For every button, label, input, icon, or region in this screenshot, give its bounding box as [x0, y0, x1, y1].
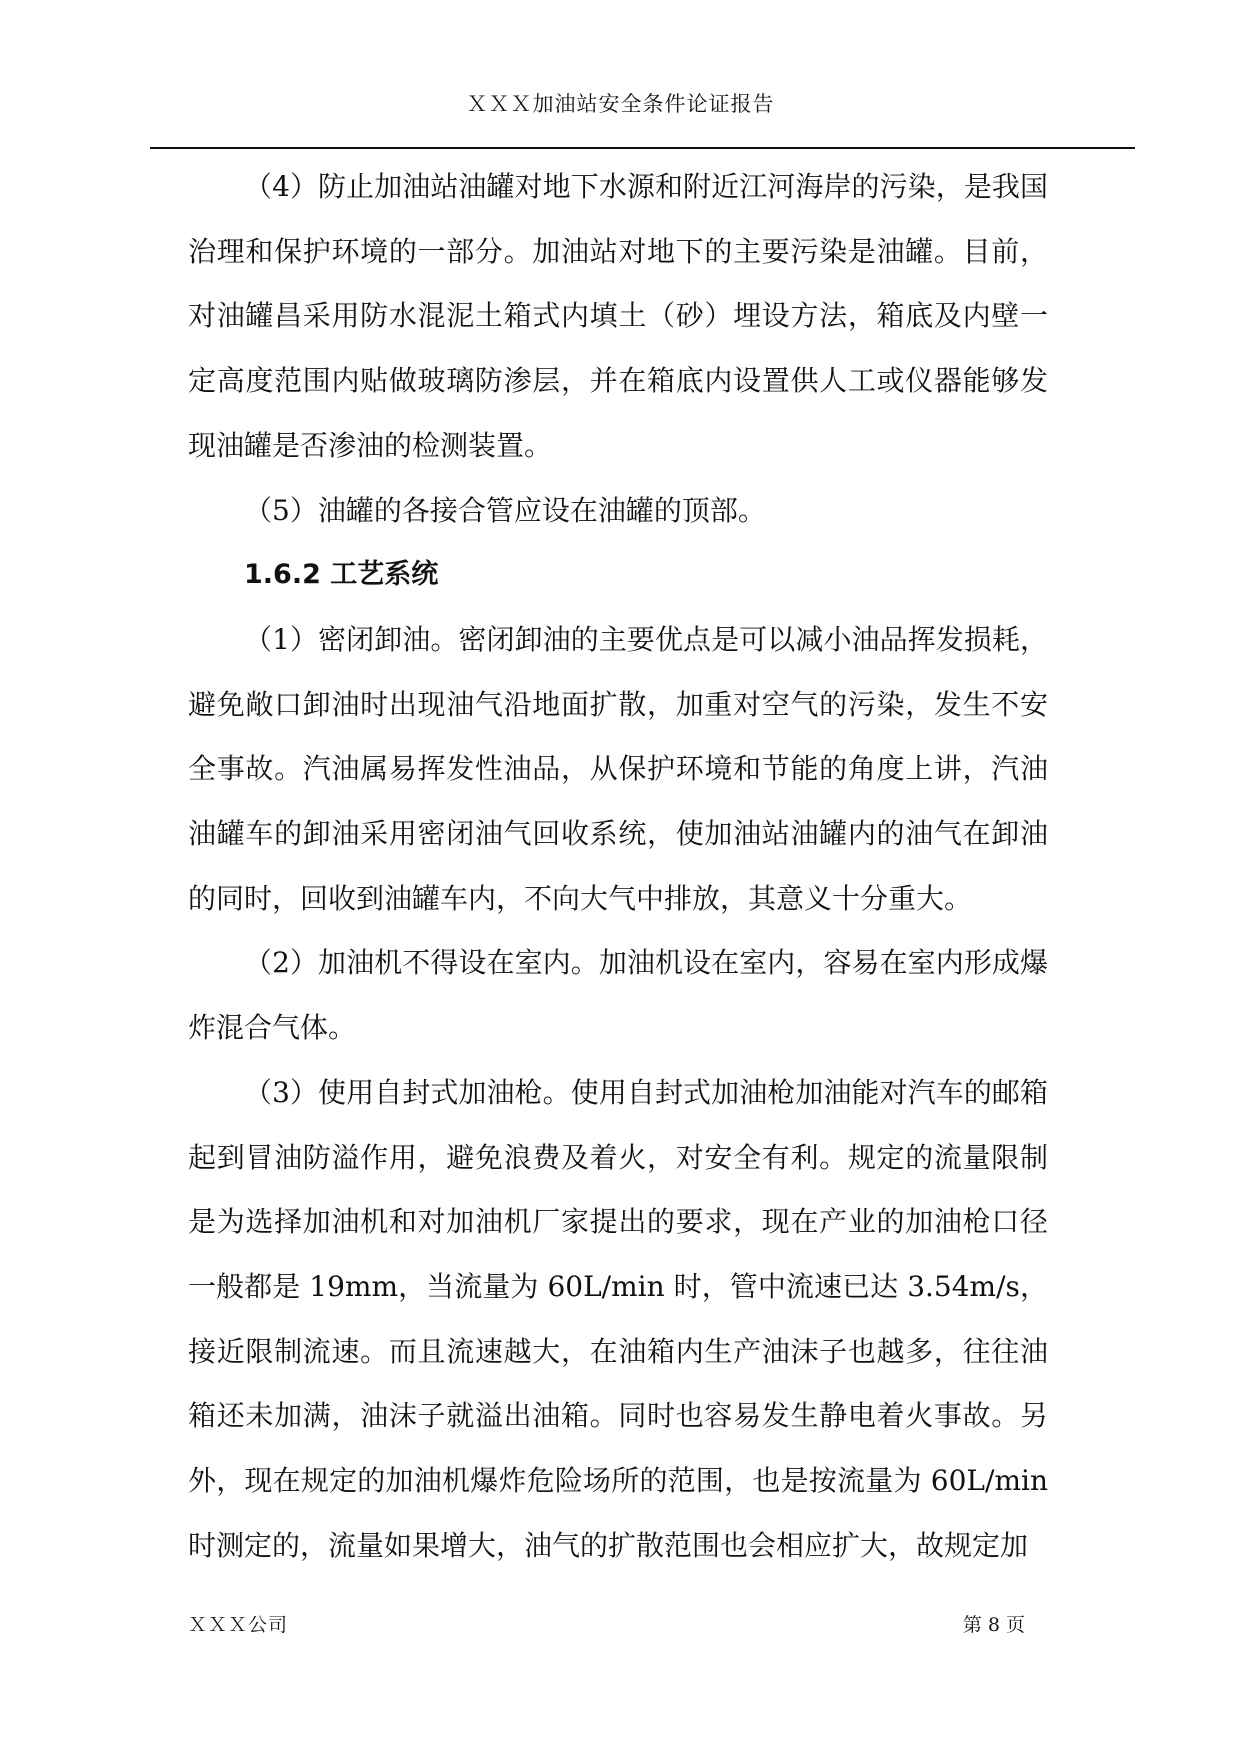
paragraph-self-sealing-nozzle: （3）使用自封式加油枪。使用自封式加油枪加油能对汽车的邮箱起到冒油防溢作用，避免浪费及着火，对安全有利。规定的流量限制是为选择加油机和对加油机厂家提出的要求，现在产业的加油枪口径一般都是 19mm，当流量为 60L/min 时，管中流速已达 3.54m/s，接近限制流速。而且流速越大，在油箱内生产油沫子也越多，往往油箱还未加满，油沫子就溢出油箱。同时也容易发生静电着火事故。另外，现在规定的加油机爆炸危险场所的范围，也是按流量为 60L/min 时测定的，流量如果增大，油气的扩散范围也会相应扩大，故规定加 — [188, 1075, 1048, 1562]
paragraph-5: （5）油罐的各接合管应设在油罐的顶部。 — [244, 493, 766, 527]
footer-page-number: 第 8 页 — [962, 1614, 1025, 1636]
paragraph-closed-unloading: （1）密闭卸油。密闭卸油的主要优点是可以减小油品挥发损耗，避免敞口卸油时出现油气沿地面扩散，加重对空气的污染，发生不安全事故。汽油属易挥发性油品，从保护环境和节能的角度上讲，汽油油罐车的卸油采用密闭油气回收系统，使加油站油罐内的油气在卸油的同时，回收到油罐车内，不向大气中排放，其意义十分重大。 — [188, 622, 1048, 915]
footer-company: ＸＸＸ公司 — [188, 1614, 289, 1636]
section-heading: 1.6.2 工艺系统 — [244, 559, 439, 591]
header-divider — [150, 147, 1135, 149]
document-body — [188, 155, 1048, 1578]
paragraph-dispenser-location: （2）加油机不得设在室内。加油机设在室内，容易在室内形成爆炸混合气体。 — [188, 946, 1048, 1045]
paragraph-4: （4）防止加油站油罐对地下水源和附近江河海岸的污染，是我国治理和保护环境的一部分。加油站对地下的主要污染是油罐。目前，对油罐昌采用防水混泥土箱式内填土（砂）埋设方法，箱底及内壁一定高度范围内贴做玻璃防渗层，并在箱底内设置供人工或仪器能够发现油罐是否渗油的检测装置。 — [188, 170, 1048, 462]
page-header-title: ＸＸＸ加油站安全条件论证报告 — [466, 92, 775, 116]
